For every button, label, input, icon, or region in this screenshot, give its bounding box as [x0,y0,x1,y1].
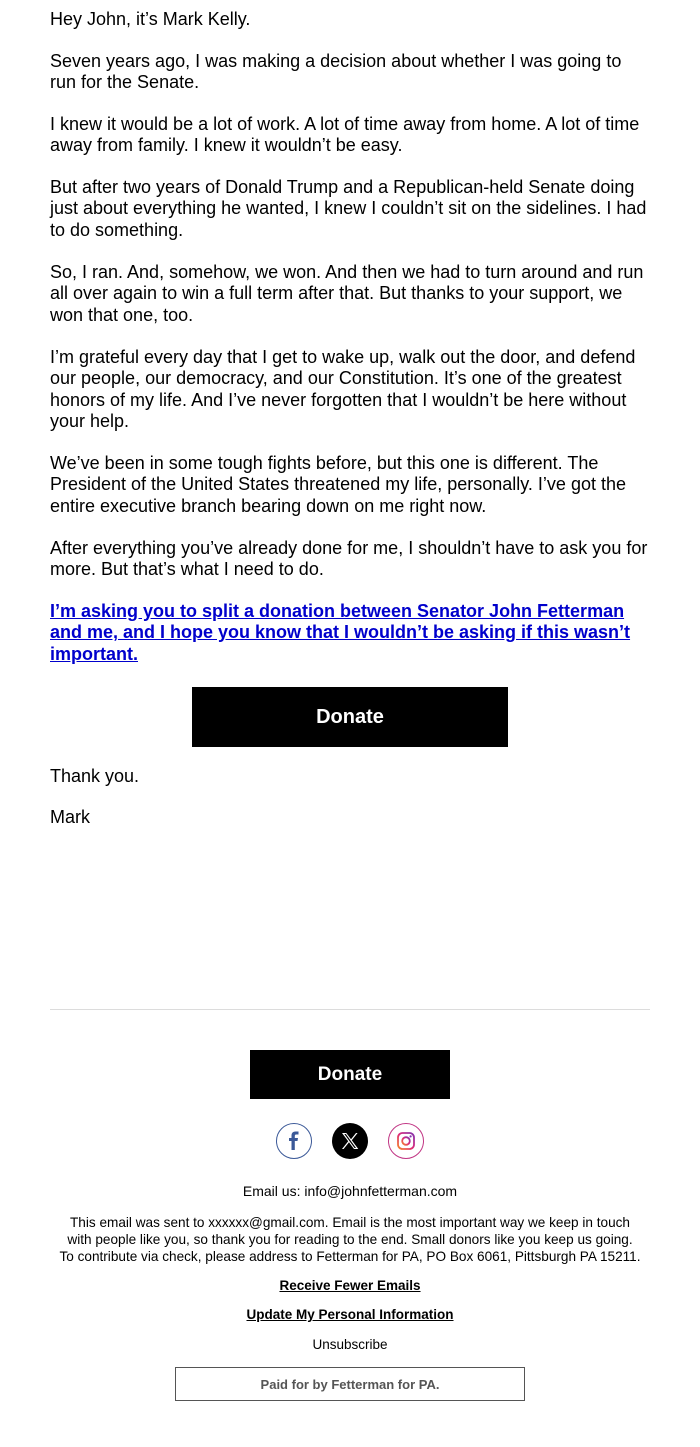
paragraph-5: I’m grateful every day that I get to wake up, walk out the door, and defend our people, our democracy, and our Constitution. It’s one of the greatest honors of my life. And I’ve never forgotten that I wouldn’t be here without your help. [50,347,636,432]
disclaimer-line-3: To contribute via check, please address to Fetterman for PA, PO Box 6061, Pittsburgh PA 15211. [59,1249,641,1264]
email-us-text: Email us: info@johnfetterman.com [242,1183,458,1199]
paid-for-disclaimer [175,1367,525,1401]
update-info-link[interactable]: Update My Personal Information [246,1307,454,1322]
footer-divider [50,1009,650,1010]
instagram-icon[interactable] [388,1123,424,1159]
paragraph-2: I knew it would be a lot of work. A lot of time away from home. A lot of time away from family. I knew it wouldn’t be easy. [50,114,640,156]
paragraph-4: So, I ran. And, somehow, we won. And then we had to turn around and run all over again to win a full term after that. But thanks to your support, we won that one, too. [50,262,644,325]
disclaimer-line-2: with people like you, so thank you for reading to the end. Small donors like you keep us going. [67,1232,633,1247]
paragraph-6: We’ve been in some tough fights before, but this one is different. The President of the United States threatened my life, personally. I’ve got the entire executive branch bearing down on me right now. [50,453,626,516]
x-icon[interactable] [332,1123,368,1159]
footer-donate-button[interactable]: Donate [250,1050,450,1099]
disclaimer-line-1: This email was sent to xxxxxx@gmail.com. Email is the most important way we keep in touch [69,1215,630,1230]
paragraph-1: Seven years ago, I was making a decision about whether I was going to run for the Senate. [50,51,622,93]
unsubscribe-link[interactable]: Unsubscribe [312,1337,388,1352]
paragraph-3: But after two years of Donald Trump and a Republican-held Senate doing just about everything he wanted, I knew I couldn’t sit on the sidelines. I had to do something. [50,177,647,240]
greeting: Hey John, it’s Mark Kelly. [50,9,251,29]
signature: Mark [50,807,90,827]
social-links [276,1123,424,1159]
receive-fewer-emails-link[interactable]: Receive Fewer Emails [279,1278,421,1293]
donate-button[interactable]: Donate [192,687,508,747]
donation-ask-link[interactable]: I’m asking you to split a donation between Senator John Fetterman and me, and I hope you know that I wouldn’t be asking if this wasn’t important. [50,601,631,664]
paid-for-text: Paid for by Fetterman for PA. [260,1376,440,1392]
closing-text: Thank you. [50,766,140,786]
paragraph-7: After everything you’ve already done for me, I shouldn’t have to ask you for more. But that’s what I need to do. [50,538,648,580]
facebook-icon[interactable] [276,1123,312,1159]
